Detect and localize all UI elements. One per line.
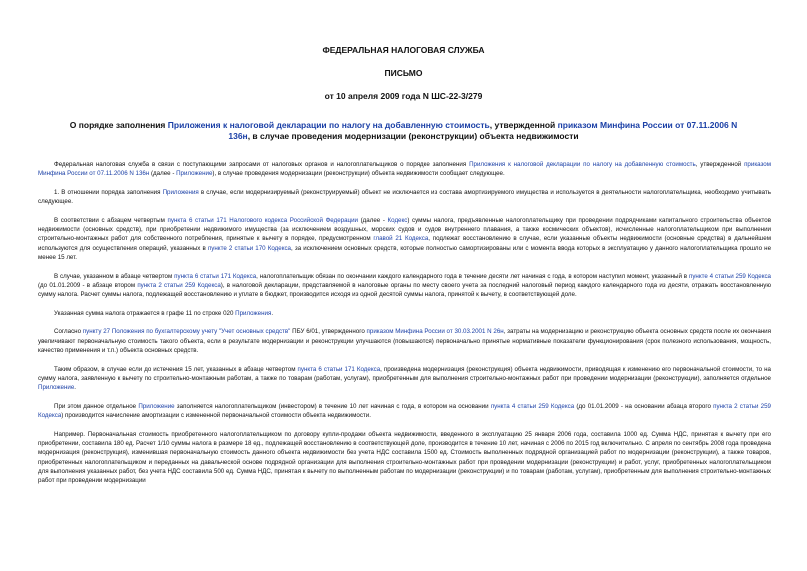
document-date: от 10 апреля 2009 года N ШС-22-3/279 — [324, 91, 483, 101]
title-text: , утвержденной — [489, 120, 558, 130]
paragraph-text: ) суммы налога, предъявленные налогоплательщику при проведении подрядчиками капитального строительства объектов недвижимости (основных средств), при приобретении недвижимого имущества (за исключением воздушных, морских судов и судов внутреннего плавания, а также космических объектов), исчисленные налогоплательщиком при выполнении строительно-монтажных работ для собственного потребления, принятые к вычету в порядке, предусмотренном — [38, 216, 772, 243]
paragraph-text: Согласно — [54, 328, 83, 336]
paragraph-item-1 — [38, 188, 771, 207]
link-article-259-p2[interactable]: пункта 2 статьи 259 Кодекса — [137, 281, 221, 289]
title-text: О порядке заполнения — [69, 120, 168, 130]
paragraph-text: , утвержденной — [695, 161, 745, 168]
paragraph-text: (далее - — [357, 216, 388, 224]
paragraph-text: Указанная сумма налога отражается в графе 11 по строке 020 — [54, 309, 236, 317]
paragraph-text: , произведена модернизация (реконструкция) объекта недвижимости, приводящая к изменению его первоначальной стоимости, то на сумму налога, заявленную к вычету по строительно-монтажным работам, а также по товарам (работам, услугам), приобретенным для выполнения строительно-монтажных работ при проведении модернизации (реконструкции), заполняется отдельное — [38, 365, 771, 382]
document-title — [60, 120, 747, 142]
paragraph-intro — [38, 160, 771, 179]
paragraph-text: ), в налоговой декларации, представляемой в налоговые органы по месту своего учета за последний налоговый период каждого календарного года из десяти, отражать восстановленную сумму налога. Расчет суммы налога, подлежащей восстановлению и уплате в бюджет, производится исходя из одной десятой суммы налога, принятой к вычету, в соответствующей доле. — [38, 281, 772, 299]
paragraph-line-020 — [38, 309, 771, 318]
paragraph-text: , подлежат восстановлению в случае, если указанные объекты недвижимости (основные средства) в дальнейшем используются для осуществления операций, указанных в — [38, 235, 771, 252]
paragraph-text: ), в случае проведения модернизации (реконструкции) объекта недвижимости сообщает следующее. — [212, 170, 505, 178]
document-type: ПИСЬМО — [384, 68, 423, 78]
paragraph-text: . — [271, 309, 274, 317]
link-appendix[interactable]: Приложения к налоговой декларации по налогу на добавленную стоимость — [469, 161, 696, 168]
paragraph-text: (до 01.01.2009 - на основании абзаца второго — [574, 402, 714, 410]
paragraph-text: , затраты на модернизацию и реконструкцию объекта основных средств после их окончания увеличивают первоначальную стоимость такого объекта, если в результате модернизации и реконструкции улучшаются (повышаются) первоначально принятые нормативные показатели функционирования (срок полезного использования, мощность, качество применения и т.п.) объекта основных средств. — [38, 328, 771, 354]
link-article-170[interactable]: пункте 2 статьи 170 Кодекса — [207, 244, 292, 252]
link-appendix-short[interactable]: Приложения — [162, 188, 199, 196]
paragraph-text: В случае, указанном в абзаце четвертом — [54, 272, 175, 280]
link-article-171[interactable]: пункта 6 статьи 171 Кодекса — [297, 365, 381, 373]
paragraph-conclusion — [38, 365, 771, 393]
link-article-259-p4[interactable]: пункте 4 статьи 259 Кодекса — [688, 272, 772, 280]
link-appendix-short[interactable]: Приложение — [138, 402, 175, 410]
link-tax-code-171[interactable]: пункта 6 статьи 171 Налогового кодекса Российской Федерации — [167, 216, 358, 224]
paragraph-separate-appendix — [38, 402, 771, 421]
agency-name: ФЕДЕРАЛЬНАЯ НАЛОГОВАЯ СЛУЖБА — [322, 45, 485, 55]
link-order-26n[interactable]: приказом Минфина России от 30.03.2001 N 26н — [366, 328, 504, 336]
paragraph-text: (до 01.01.2009 - в абзаце втором — [38, 281, 138, 289]
link-pbu-27[interactable]: пункту 27 Положения по бухгалтерскому учету "Учет основных средств" — [82, 328, 291, 336]
link-code[interactable]: Кодекс — [387, 216, 408, 224]
paragraph-restoration — [38, 272, 771, 300]
title-link-order[interactable]: приказом Минфина России от 07.11.2006 N 136н — [228, 120, 738, 141]
link-article-259-p4[interactable]: пункта 4 статьи 259 Кодекса — [490, 402, 575, 410]
paragraph-text: Таким образом, в случае если до истечения 15 лет, указанных в абзаце четвертом — [54, 365, 298, 373]
link-article-259-p2[interactable]: пункта 2 статьи 259 Кодекса — [38, 402, 771, 420]
link-order-136n[interactable]: приказом Минфина России от 07.11.2006 N 136н — [38, 161, 772, 178]
paragraph-text: в случае, если модернизируемый (реконструируемый) объект не исключается из состава амортизируемого имущества и используется в деятельности налогоплательщика, необходимо учитывать следующее. — [38, 188, 771, 206]
paragraph-text: заполняется налогоплательщиком (инвестором) в течение 10 лет начиная с года, в котором на основании — [174, 402, 491, 410]
paragraph-text: При этом данное отдельное — [54, 402, 139, 410]
link-article-171[interactable]: пункта 6 статьи 171 Кодекса — [174, 272, 257, 280]
link-appendix-short[interactable]: Приложение — [176, 170, 213, 178]
title-link-appendix[interactable]: Приложения к налоговой декларации по налогу на добавленную стоимость — [167, 120, 490, 130]
title-text: , в случае проведения модернизации (реконструкции) объекта недвижимости — [247, 131, 579, 141]
paragraph-text: Например. Первоначальная стоимость приобретенного налогоплательщиком по договору купли-продажи объекта недвижимости, введенного в эксплуатацию 25 января 2006 года, составила 1000 ед. Сумма НДС, принятая к вычету при его приобретении, составила 180 ед. Расчет 1/10 суммы налога в размере 18 ед., подлежащей восстановлению в соответствующей доле, производится в течение 10 лет, начиная с 2006 по 2015 год включительно. С апреля по сентябрь 2008 года проведена модернизация (реконструкция), изменившая первоначальную стоимость данного объекта недвижимости без учета НДС составила 1500 ед. Стоимость выполненных подрядной организацией работ по модернизации (реконструкции), а также товаров, приобретенных налогоплательщиком и переданных на давальческой основе подрядной организации для выполнения строительно-монтажных работ при проведении модернизации (реконструкции) и работ, услуг, приобретенных налогоплательщиком для выполнения указанных работ, без учета НДС составила 500 ед. Сумма НДС, принятая к вычету по выполненным работам по модернизации (реконструкции) и по товарам (работам, услугам), приобретенным для выполнения строительно-монтажных работ при проведении модернизации — [38, 430, 771, 485]
paragraph-example — [38, 430, 771, 486]
document-body — [38, 160, 771, 495]
paragraph-pbu — [38, 327, 771, 355]
paragraph-text: , за исключением основных средств, которые полностью самортизированы или с момента ввода которых в эксплуатацию у данного налогоплательщика прошло не менее 15 лет. — [38, 244, 772, 261]
paragraph-text: ПБУ 6/01, утвержденного — [290, 328, 367, 336]
link-chapter-21[interactable]: главой 21 Кодекса — [373, 235, 429, 243]
paragraph-text: ) производится начисление амортизации с измененной первоначальной стоимости объекта недвижимости. — [61, 412, 371, 420]
link-appendix-short[interactable]: Приложения — [235, 309, 272, 317]
paragraph-text: 1. В отношении порядка заполнения — [54, 188, 163, 196]
paragraph-text: , налогоплательщик обязан по окончании каждого календарного года в течение десяти лет начиная с года, в котором наступил момент, указанный в — [256, 272, 689, 280]
paragraph-article-171 — [38, 216, 771, 262]
paragraph-text: В соответствии с абзацем четвертым — [54, 216, 168, 224]
paragraph-text: . — [74, 384, 77, 392]
paragraph-text: Федеральная налоговая служба в связи с поступающими запросами от налоговых органов и налогоплательщиков о порядке заполнения — [54, 161, 470, 168]
paragraph-text: (далее - — [149, 170, 177, 178]
link-appendix-short[interactable]: Приложение — [38, 384, 75, 392]
